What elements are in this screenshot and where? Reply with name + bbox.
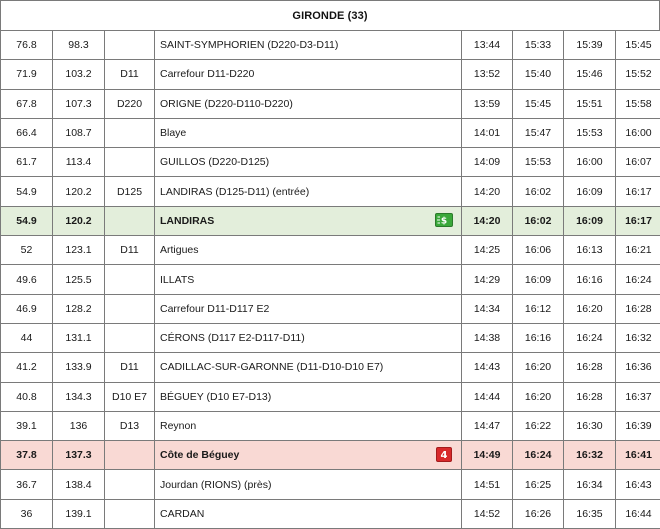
place-cell — [155, 177, 462, 206]
km-done-cell: 46.9 — [1, 294, 53, 323]
time-schedule-3-cell: 16:24 — [564, 323, 616, 352]
road-cell: D10 E7 — [105, 382, 155, 411]
time-schedule-4-cell: 16:00 — [616, 118, 660, 147]
time-schedule-4-cell: 16:07 — [616, 148, 660, 177]
road-cell: D220 — [105, 89, 155, 118]
sprint-icon — [435, 213, 453, 228]
km-done-cell: 39.1 — [1, 411, 53, 440]
time-schedule-3-cell: 16:09 — [564, 177, 616, 206]
time-schedule-4-cell: 16:36 — [616, 353, 660, 382]
place-label: Carrefour D11-D117 E2 — [160, 303, 269, 315]
road-cell: D11 — [105, 353, 155, 382]
time-schedule-4-cell: 16:44 — [616, 499, 660, 528]
time-schedule-3-cell: 16:13 — [564, 236, 616, 265]
place-cell — [155, 323, 462, 352]
place-label: Jourdan (RIONS) (près) — [160, 479, 271, 491]
place-cell — [155, 353, 462, 382]
km-done-cell: 54.9 — [1, 177, 53, 206]
time-schedule-4-cell: 16:28 — [616, 294, 660, 323]
place-cell — [155, 60, 462, 89]
km-done-cell: 40.8 — [1, 382, 53, 411]
time-schedule-4-cell: 16:32 — [616, 323, 660, 352]
km-done-cell: 66.4 — [1, 118, 53, 147]
road-cell — [105, 499, 155, 528]
place-label: Artigues — [160, 244, 199, 256]
km-done-cell: 54.9 — [1, 206, 53, 235]
climb-icon — [435, 447, 453, 462]
km-done-cell: 61.7 — [1, 148, 53, 177]
time-schedule-1-cell: 13:44 — [462, 31, 513, 60]
time-schedule-4-cell: 16:17 — [616, 206, 660, 235]
place-cell — [155, 236, 462, 265]
km-done-cell: 67.8 — [1, 89, 53, 118]
table-row — [1, 441, 660, 470]
place-label: Côte de Béguey — [160, 449, 239, 461]
place-label: BÉGUEY (D10 E7-D13) — [160, 391, 271, 403]
km-done-cell: 44 — [1, 323, 53, 352]
time-schedule-1-cell: 14:44 — [462, 382, 513, 411]
time-schedule-3-cell: 16:32 — [564, 441, 616, 470]
time-schedule-1-cell: 14:01 — [462, 118, 513, 147]
time-schedule-2-cell: 16:02 — [513, 177, 564, 206]
place-label: Reynon — [160, 420, 196, 432]
km-done-cell: 49.6 — [1, 265, 53, 294]
table-row — [1, 31, 660, 60]
time-schedule-3-cell: 15:53 — [564, 118, 616, 147]
time-schedule-3-cell: 15:51 — [564, 89, 616, 118]
time-schedule-3-cell: 16:34 — [564, 470, 616, 499]
time-schedule-2-cell: 16:06 — [513, 236, 564, 265]
time-schedule-2-cell: 16:24 — [513, 441, 564, 470]
time-schedule-1-cell: 14:51 — [462, 470, 513, 499]
km-to-go-cell: 137.3 — [53, 441, 105, 470]
time-schedule-2-cell: 16:25 — [513, 470, 564, 499]
time-schedule-2-cell: 16:26 — [513, 499, 564, 528]
km-to-go-cell: 120.2 — [53, 177, 105, 206]
place-label: ILLATS — [160, 274, 194, 286]
place-cell — [155, 31, 462, 60]
km-done-cell: 36.7 — [1, 470, 53, 499]
road-cell — [105, 148, 155, 177]
place-label: GUILLOS (D220-D125) — [160, 156, 269, 168]
km-to-go-cell: 134.3 — [53, 382, 105, 411]
time-schedule-4-cell: 16:43 — [616, 470, 660, 499]
time-schedule-1-cell: 14:20 — [462, 177, 513, 206]
place-label: Carrefour D11-D220 — [160, 68, 254, 80]
time-schedule-4-cell: 15:52 — [616, 60, 660, 89]
km-done-cell: 76.8 — [1, 31, 53, 60]
time-schedule-4-cell: 16:24 — [616, 265, 660, 294]
table-row — [1, 353, 660, 382]
road-cell: D11 — [105, 236, 155, 265]
time-schedule-4-cell: 16:17 — [616, 177, 660, 206]
km-to-go-cell: 136 — [53, 411, 105, 440]
place-label: SAINT-SYMPHORIEN (D220-D3-D11) — [160, 39, 338, 51]
km-done-cell: 71.9 — [1, 60, 53, 89]
time-schedule-1-cell: 14:34 — [462, 294, 513, 323]
time-schedule-3-cell: 16:20 — [564, 294, 616, 323]
place-cell — [155, 441, 462, 470]
time-schedule-3-cell: 16:28 — [564, 382, 616, 411]
table-row — [1, 118, 660, 147]
road-cell: D125 — [105, 177, 155, 206]
road-cell — [105, 118, 155, 147]
time-schedule-2-cell: 16:09 — [513, 265, 564, 294]
place-label: LANDIRAS — [160, 215, 214, 227]
table-row — [1, 323, 660, 352]
time-schedule-2-cell: 16:20 — [513, 353, 564, 382]
place-cell — [155, 499, 462, 528]
time-schedule-4-cell: 16:21 — [616, 236, 660, 265]
table-row — [1, 148, 660, 177]
time-schedule-3-cell: 16:35 — [564, 499, 616, 528]
place-cell — [155, 411, 462, 440]
road-cell — [105, 294, 155, 323]
svg-text:4: 4 — [441, 450, 448, 461]
time-schedule-4-cell: 15:45 — [616, 31, 660, 60]
place-label: CARDAN — [160, 508, 204, 520]
time-schedule-3-cell: 15:46 — [564, 60, 616, 89]
road-cell — [105, 323, 155, 352]
time-schedule-1-cell: 14:43 — [462, 353, 513, 382]
time-schedule-3-cell: 16:28 — [564, 353, 616, 382]
time-schedule-1-cell: 14:25 — [462, 236, 513, 265]
table-row — [1, 89, 660, 118]
km-to-go-cell: 98.3 — [53, 31, 105, 60]
place-cell — [155, 265, 462, 294]
table-row — [1, 499, 660, 528]
km-done-cell: 36 — [1, 499, 53, 528]
km-to-go-cell: 131.1 — [53, 323, 105, 352]
time-schedule-1-cell: 14:47 — [462, 411, 513, 440]
time-schedule-2-cell: 15:47 — [513, 118, 564, 147]
road-cell — [105, 470, 155, 499]
time-schedule-2-cell: 16:20 — [513, 382, 564, 411]
table-row — [1, 206, 660, 235]
time-schedule-2-cell: 15:45 — [513, 89, 564, 118]
time-schedule-1-cell: 13:52 — [462, 60, 513, 89]
km-done-cell: 37.8 — [1, 441, 53, 470]
time-schedule-4-cell: 15:58 — [616, 89, 660, 118]
time-schedule-1-cell: 14:38 — [462, 323, 513, 352]
place-label: Blaye — [160, 127, 186, 139]
section-title: GIRONDE (33) — [0, 0, 660, 30]
time-schedule-2-cell: 16:02 — [513, 206, 564, 235]
km-to-go-cell: 133.9 — [53, 353, 105, 382]
time-schedule-2-cell: 15:40 — [513, 60, 564, 89]
road-cell — [105, 206, 155, 235]
km-done-cell: 41.2 — [1, 353, 53, 382]
table-row — [1, 60, 660, 89]
road-cell — [105, 31, 155, 60]
table-row — [1, 382, 660, 411]
place-cell — [155, 206, 462, 235]
km-to-go-cell: 103.2 — [53, 60, 105, 89]
road-cell: D13 — [105, 411, 155, 440]
km-to-go-cell: 113.4 — [53, 148, 105, 177]
table-row — [1, 294, 660, 323]
km-to-go-cell: 107.3 — [53, 89, 105, 118]
time-schedule-4-cell: 16:41 — [616, 441, 660, 470]
km-to-go-cell: 120.2 — [53, 206, 105, 235]
time-schedule-3-cell: 16:30 — [564, 411, 616, 440]
timetable — [0, 30, 660, 529]
km-to-go-cell: 139.1 — [53, 499, 105, 528]
svg-text:$: $ — [441, 217, 447, 227]
time-schedule-2-cell: 15:53 — [513, 148, 564, 177]
place-cell — [155, 294, 462, 323]
road-cell — [105, 441, 155, 470]
time-schedule-1-cell: 14:49 — [462, 441, 513, 470]
road-cell: D11 — [105, 60, 155, 89]
time-schedule-2-cell: 15:33 — [513, 31, 564, 60]
km-to-go-cell: 123.1 — [53, 236, 105, 265]
time-schedule-1-cell: 14:29 — [462, 265, 513, 294]
table-row — [1, 470, 660, 499]
table-row — [1, 411, 660, 440]
km-to-go-cell: 138.4 — [53, 470, 105, 499]
time-schedule-3-cell: 16:09 — [564, 206, 616, 235]
km-done-cell: 52 — [1, 236, 53, 265]
time-schedule-1-cell: 13:59 — [462, 89, 513, 118]
time-schedule-3-cell: 16:00 — [564, 148, 616, 177]
time-schedule-2-cell: 16:16 — [513, 323, 564, 352]
table-row — [1, 265, 660, 294]
place-label: ORIGNE (D220-D110-D220) — [160, 98, 293, 110]
time-schedule-1-cell: 14:20 — [462, 206, 513, 235]
time-schedule-3-cell: 15:39 — [564, 31, 616, 60]
place-cell — [155, 470, 462, 499]
place-cell — [155, 382, 462, 411]
place-cell — [155, 118, 462, 147]
time-schedule-2-cell: 16:12 — [513, 294, 564, 323]
km-to-go-cell: 128.2 — [53, 294, 105, 323]
time-schedule-4-cell: 16:37 — [616, 382, 660, 411]
time-schedule-2-cell: 16:22 — [513, 411, 564, 440]
km-to-go-cell: 125.5 — [53, 265, 105, 294]
place-label: CÉRONS (D117 E2-D117-D11) — [160, 332, 305, 344]
time-schedule-4-cell: 16:39 — [616, 411, 660, 440]
km-to-go-cell: 108.7 — [53, 118, 105, 147]
time-schedule-3-cell: 16:16 — [564, 265, 616, 294]
table-row — [1, 177, 660, 206]
place-label: CADILLAC-SUR-GARONNE (D11-D10-D10 E7) — [160, 361, 383, 373]
time-schedule-1-cell: 14:09 — [462, 148, 513, 177]
place-cell — [155, 89, 462, 118]
place-label: LANDIRAS (D125-D11) (entrée) — [160, 186, 309, 198]
table-row — [1, 236, 660, 265]
place-cell — [155, 148, 462, 177]
time-schedule-1-cell: 14:52 — [462, 499, 513, 528]
road-cell — [105, 265, 155, 294]
